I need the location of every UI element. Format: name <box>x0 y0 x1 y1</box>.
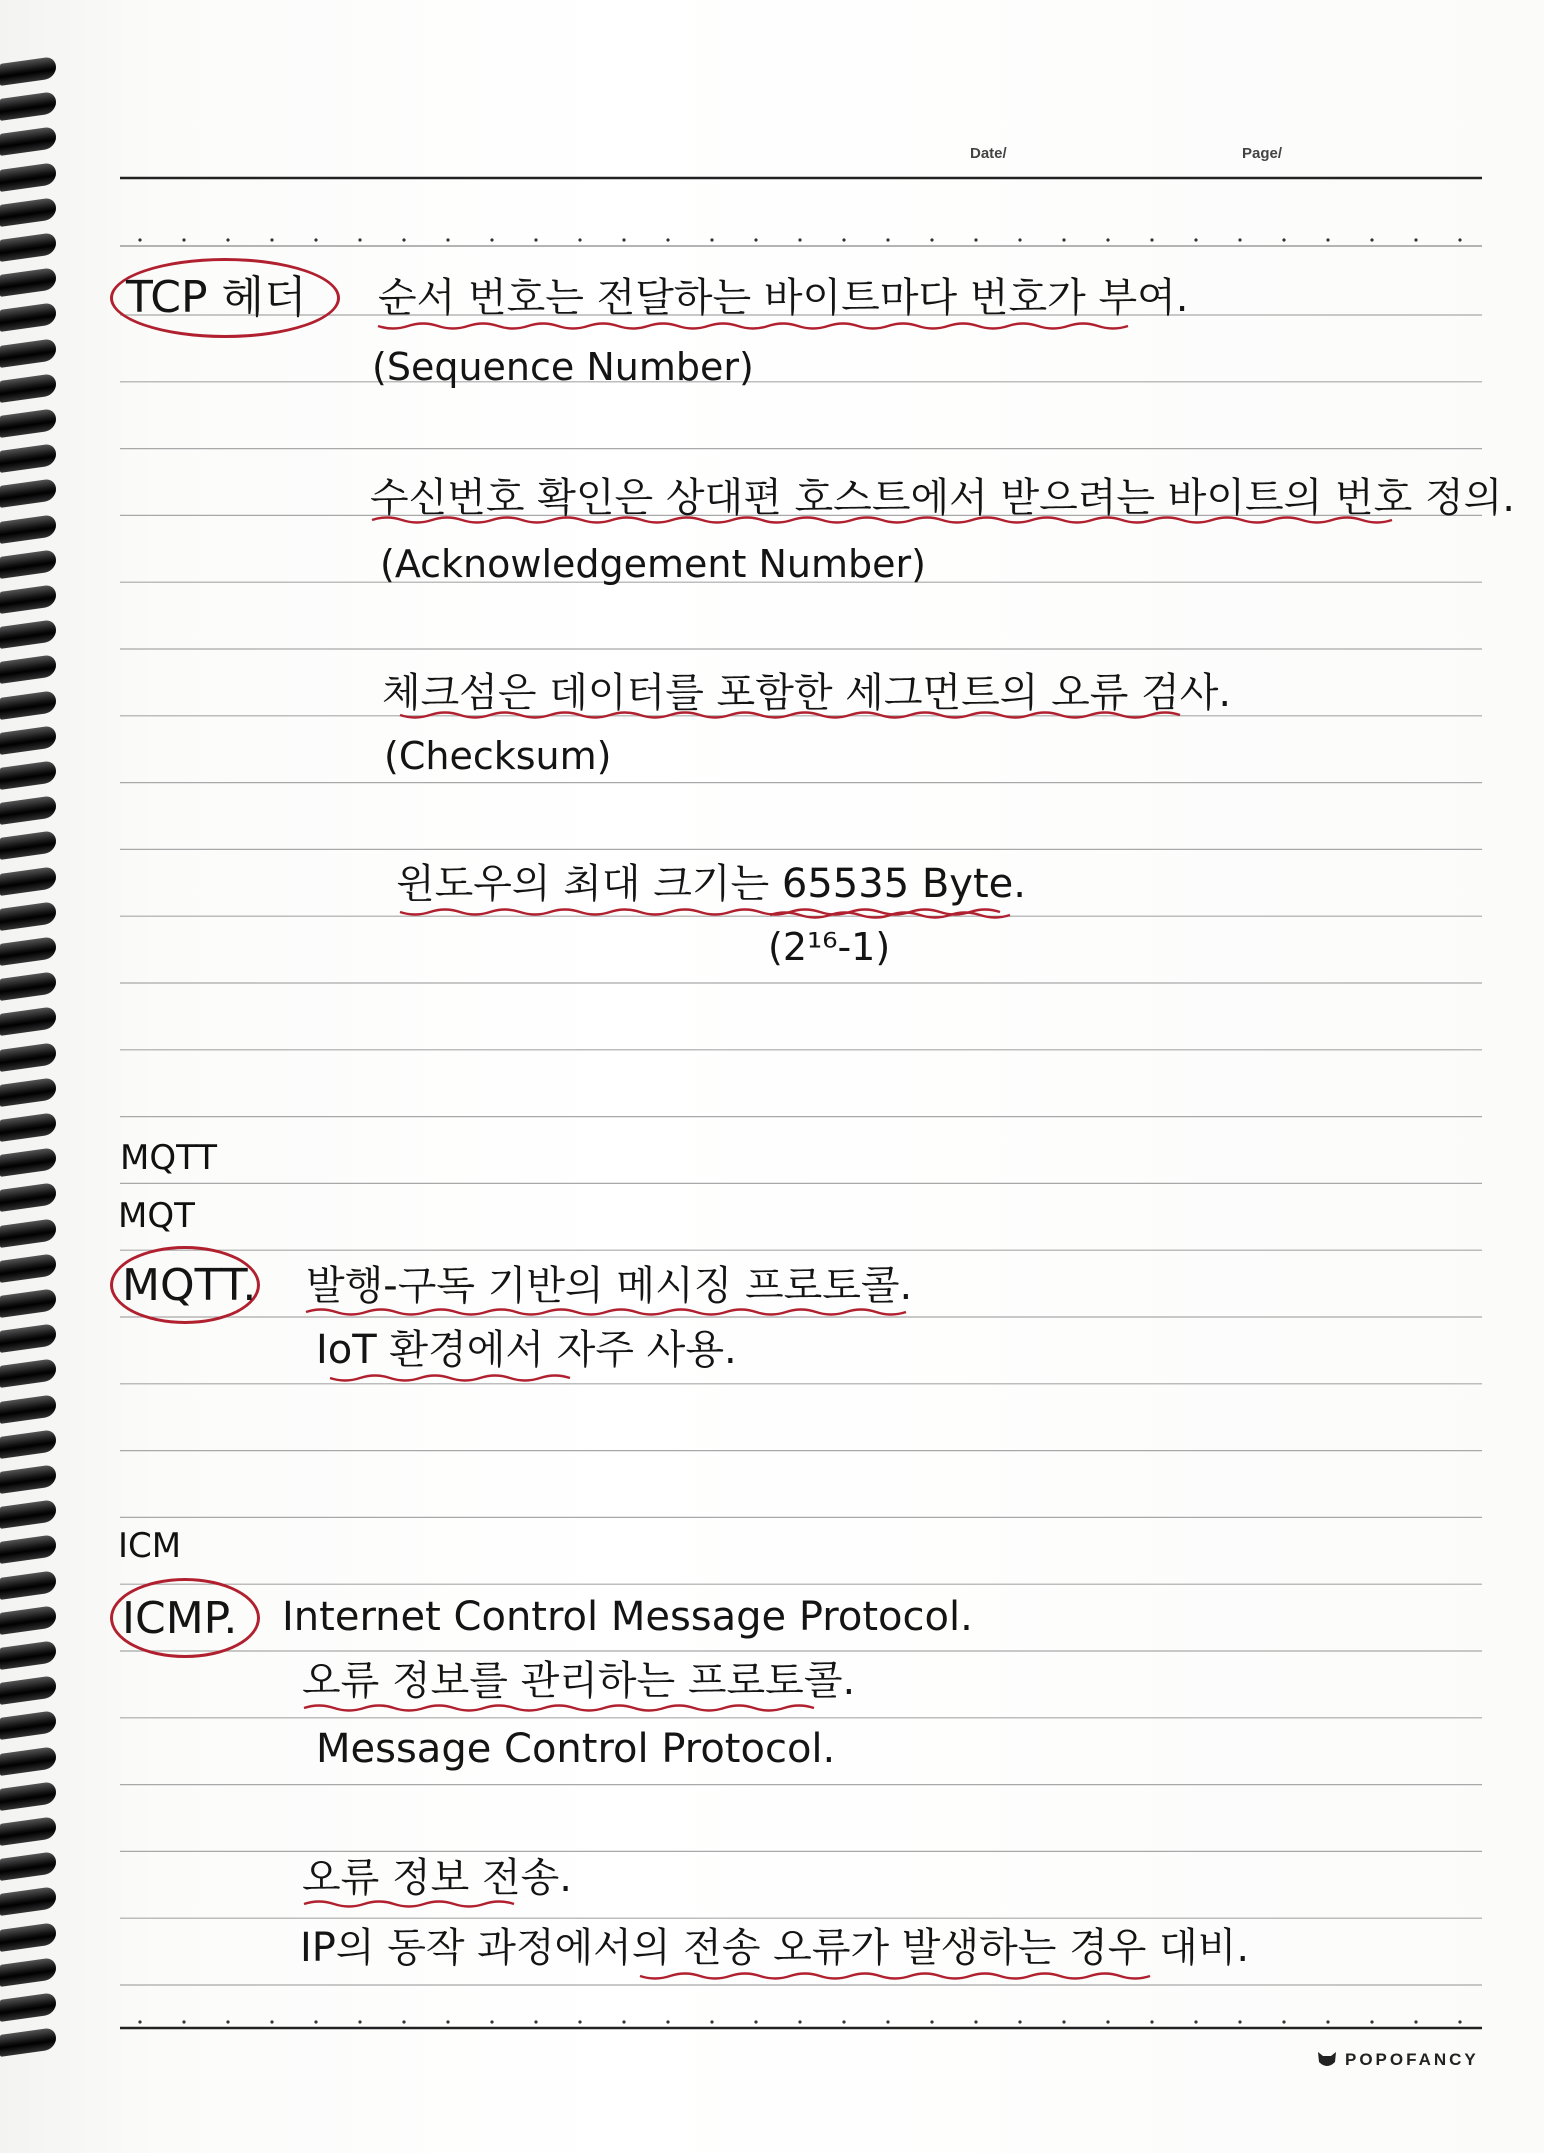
ruler-dot <box>798 2020 801 2023</box>
ruler-dot <box>182 2020 185 2023</box>
ruler-dot <box>358 2020 361 2023</box>
cat-face-icon <box>1316 2048 1338 2070</box>
ruler-dot <box>1458 238 1461 241</box>
ruler-dot <box>1018 238 1021 241</box>
ruler-dot <box>1282 2020 1285 2023</box>
ruler-dot <box>270 2020 273 2023</box>
mqtt-term: MQTT. <box>122 1260 257 1311</box>
ruler-dot <box>402 2020 405 2023</box>
brand-name: POPOFANCY <box>1345 2050 1479 2069</box>
ruler-dot <box>754 2020 757 2023</box>
ruler-dot <box>1370 238 1373 241</box>
ruler-dot <box>1238 238 1241 241</box>
ruler-dot <box>358 238 361 241</box>
ruler-dot <box>1150 2020 1153 2023</box>
window-size-formula: (2¹⁶-1) <box>768 925 891 969</box>
ruler-dot <box>886 2020 889 2023</box>
tcp-header-term: TCP 헤더 <box>126 272 307 323</box>
ruler-dot <box>1062 2020 1065 2023</box>
ruler-dot <box>710 2020 713 2023</box>
ruler-dot <box>974 2020 977 2023</box>
checksum-text: 체크섬은 데이터를 포함한 세그먼트의 오류 검사. <box>382 670 1232 716</box>
window-size-text: 윈도우의 최대 크기는 65535 Byte. <box>396 861 1026 907</box>
ruler-dot <box>1326 238 1329 241</box>
ruler-dot <box>402 238 405 241</box>
ruler-dot <box>182 238 185 241</box>
icmp-definition: 오류 정보를 관리하는 프로토콜. <box>302 1658 856 1704</box>
ruler-dot <box>1150 238 1153 241</box>
ruler-dot <box>138 238 141 241</box>
red-underline <box>330 1376 570 1381</box>
ruler-dot <box>1414 238 1417 241</box>
icmp-full-name: Internet Control Message Protocol. <box>282 1594 973 1640</box>
ruler-dot <box>754 238 757 241</box>
ruler-dot <box>666 2020 669 2023</box>
ruler-dot <box>842 2020 845 2023</box>
crossed-out-scratch: ICM <box>118 1526 182 1566</box>
sequence-number-text: 순서 번호는 전달하는 바이트마다 번호가 부여. <box>378 275 1189 321</box>
crossed-out-scratch: MQT <box>118 1196 195 1236</box>
red-underline <box>378 324 1128 329</box>
ruler-dot <box>314 238 317 241</box>
crossed-out-scratch: MQTT <box>120 1138 218 1178</box>
red-underline <box>304 1706 814 1711</box>
ruler-dot <box>1238 2020 1241 2023</box>
icmp-term: ICMP. <box>122 1593 238 1644</box>
ruler-dot <box>446 2020 449 2023</box>
icmp-error-info: 오류 정보 전송. <box>302 1855 572 1901</box>
red-underline <box>640 1974 1150 1979</box>
icmp-message-control: Message Control Protocol. <box>316 1726 836 1772</box>
ruler-dot <box>270 238 273 241</box>
ruler-dot <box>534 238 537 241</box>
mqtt-usage: IoT 환경에서 자주 사용. <box>316 1327 737 1373</box>
ruler-dot <box>1106 2020 1109 2023</box>
date-label: Date/ <box>970 145 1007 162</box>
ruler-dot <box>1194 238 1197 241</box>
page-label: Page/ <box>1242 145 1283 162</box>
ruler-dot <box>1370 2020 1373 2023</box>
ruler-dot <box>1326 2020 1329 2023</box>
mqtt-definition: 발행-구독 기반의 메시징 프로토콜. <box>306 1263 913 1309</box>
ruler-dot <box>622 2020 625 2023</box>
ack-number-english: (Acknowledgement Number) <box>380 542 926 586</box>
ruler-dot <box>138 2020 141 2023</box>
ruler-dot <box>1194 2020 1197 2023</box>
ruler-dot <box>578 2020 581 2023</box>
ruler-dot <box>622 238 625 241</box>
ruler-dot <box>1282 238 1285 241</box>
icmp-purpose: IP의 동작 과정에서의 전송 오류가 발생하는 경우 대비. <box>300 1925 1250 1971</box>
ruler-dot <box>974 238 977 241</box>
checksum-english: (Checksum) <box>384 734 612 778</box>
red-underline <box>306 1310 906 1315</box>
sequence-number-english: (Sequence Number) <box>372 345 754 389</box>
ruler-dot <box>314 2020 317 2023</box>
ruler-dot <box>930 238 933 241</box>
ruler-dot <box>930 2020 933 2023</box>
ruler-dot <box>666 238 669 241</box>
ruler-dot <box>490 238 493 241</box>
ack-number-text: 수신번호 확인은 상대편 호스트에서 받으려는 바이트의 번호 정의. <box>370 475 1515 521</box>
ruler-dot <box>578 238 581 241</box>
ruler-dot <box>710 238 713 241</box>
ruler-dot <box>226 238 229 241</box>
ruler-dot <box>1458 2020 1461 2023</box>
ruler-dot <box>1414 2020 1417 2023</box>
ruler-dot <box>1018 2020 1021 2023</box>
ruler-dot <box>446 238 449 241</box>
ruler-dot <box>490 2020 493 2023</box>
ruler-dot <box>534 2020 537 2023</box>
ruler-dot <box>226 2020 229 2023</box>
ruler-dot <box>798 238 801 241</box>
ruler-dot <box>1062 238 1065 241</box>
red-underline <box>304 1902 514 1907</box>
ruler-dot <box>842 238 845 241</box>
ruler-dot <box>1106 238 1109 241</box>
ruler-dot <box>886 238 889 241</box>
